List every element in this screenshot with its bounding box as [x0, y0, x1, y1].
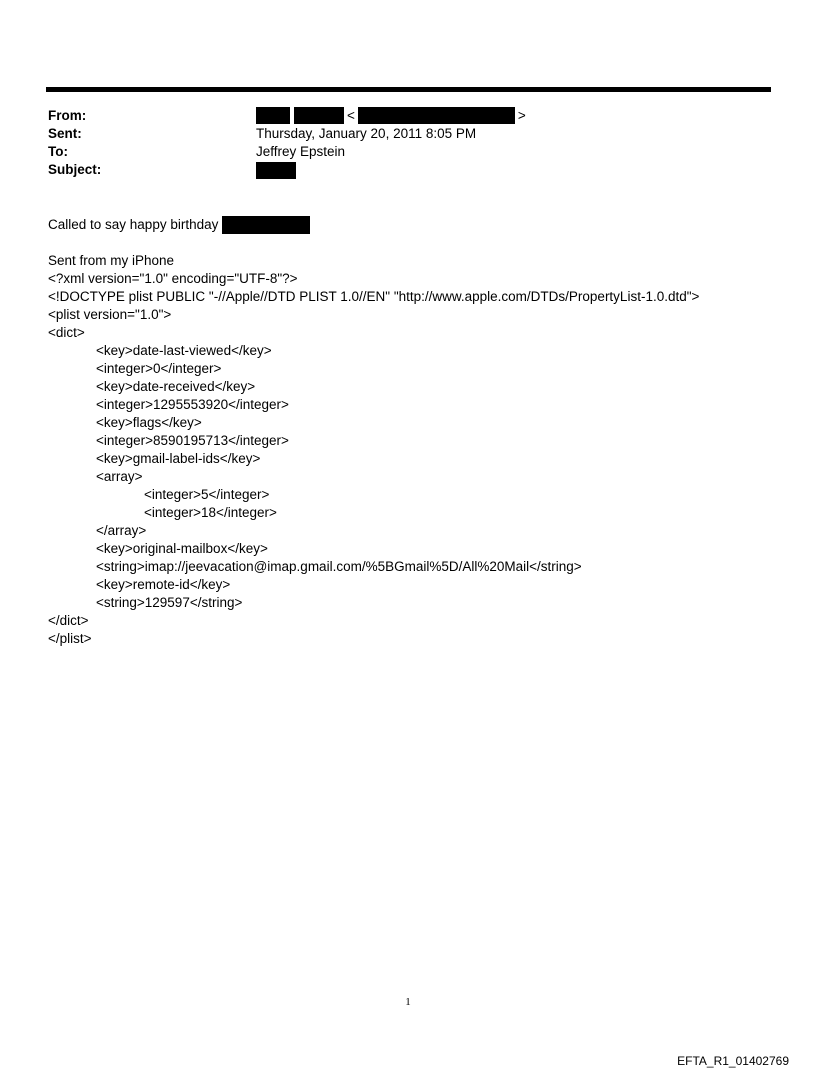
plist-line: <plist version="1.0"> — [48, 307, 172, 322]
plist-line: <integer>18</integer> — [144, 505, 277, 520]
from-label: From: — [48, 108, 87, 123]
sent-label: Sent: — [48, 126, 82, 141]
subject-row — [48, 161, 768, 179]
plist-line: <integer>8590195713</integer> — [96, 433, 289, 448]
plist-line: </array> — [96, 523, 147, 538]
to-value: Jeffrey Epstein — [256, 144, 346, 159]
plist-line: <integer>0</integer> — [96, 361, 222, 376]
subject-label: Subject: — [48, 162, 102, 177]
greeting-text: Called to say happy birthday — [48, 217, 219, 232]
redaction-box — [222, 216, 310, 234]
email-header — [48, 107, 768, 179]
plist-line: <key>remote-id</key> — [96, 577, 231, 592]
plist-line: <key>flags</key> — [96, 415, 202, 430]
redaction-box — [358, 107, 515, 124]
plist-line: </dict> — [48, 613, 89, 628]
plist-line: <integer>1295553920</integer> — [96, 397, 289, 412]
sent-row — [48, 125, 768, 143]
redaction-box — [294, 107, 344, 124]
from-row — [48, 107, 768, 125]
page-number: 1 — [405, 996, 411, 1008]
plist-line: <?xml version="1.0" encoding="UTF-8"?> — [48, 271, 298, 286]
email-body — [48, 216, 788, 648]
plist-line: </plist> — [48, 631, 92, 646]
plist-line: <integer>5</integer> — [144, 487, 270, 502]
plist-line: <!DOCTYPE plist PUBLIC "-//Apple//DTD PLIST 1.0//EN" "http://www.apple.com/DTDs/PropertyList-1.0.dtd"> — [48, 289, 700, 304]
plist-line: <string>imap://jeevacation@imap.gmail.com/%5BGmail%5D/All%20Mail</string> — [96, 559, 582, 574]
redaction-box — [256, 162, 296, 179]
subject-value — [256, 161, 296, 179]
redaction-box — [256, 107, 290, 124]
plist-line: <string>129597</string> — [96, 595, 243, 610]
plist-line: <dict> — [48, 325, 85, 340]
plist-line: <key>original-mailbox</key> — [96, 541, 268, 556]
header-rule — [46, 87, 771, 92]
plist-line: <array> — [96, 469, 143, 484]
plist-line: <key>date-received</key> — [96, 379, 256, 394]
from-open-bracket: < — [347, 108, 355, 123]
to-row — [48, 143, 768, 161]
from-value — [256, 107, 529, 125]
to-label: To: — [48, 144, 68, 159]
greeting-line — [48, 216, 788, 234]
from-close-bracket: > — [517, 108, 526, 123]
plist-line: <key>date-last-viewed</key> — [96, 343, 272, 358]
signature-line: Sent from my iPhone — [48, 253, 175, 268]
document-id: EFTA_R1_01402769 — [677, 1054, 789, 1068]
plist-line: <key>gmail-label-ids</key> — [96, 451, 261, 466]
sent-value: Thursday, January 20, 2011 8:05 PM — [256, 126, 477, 141]
